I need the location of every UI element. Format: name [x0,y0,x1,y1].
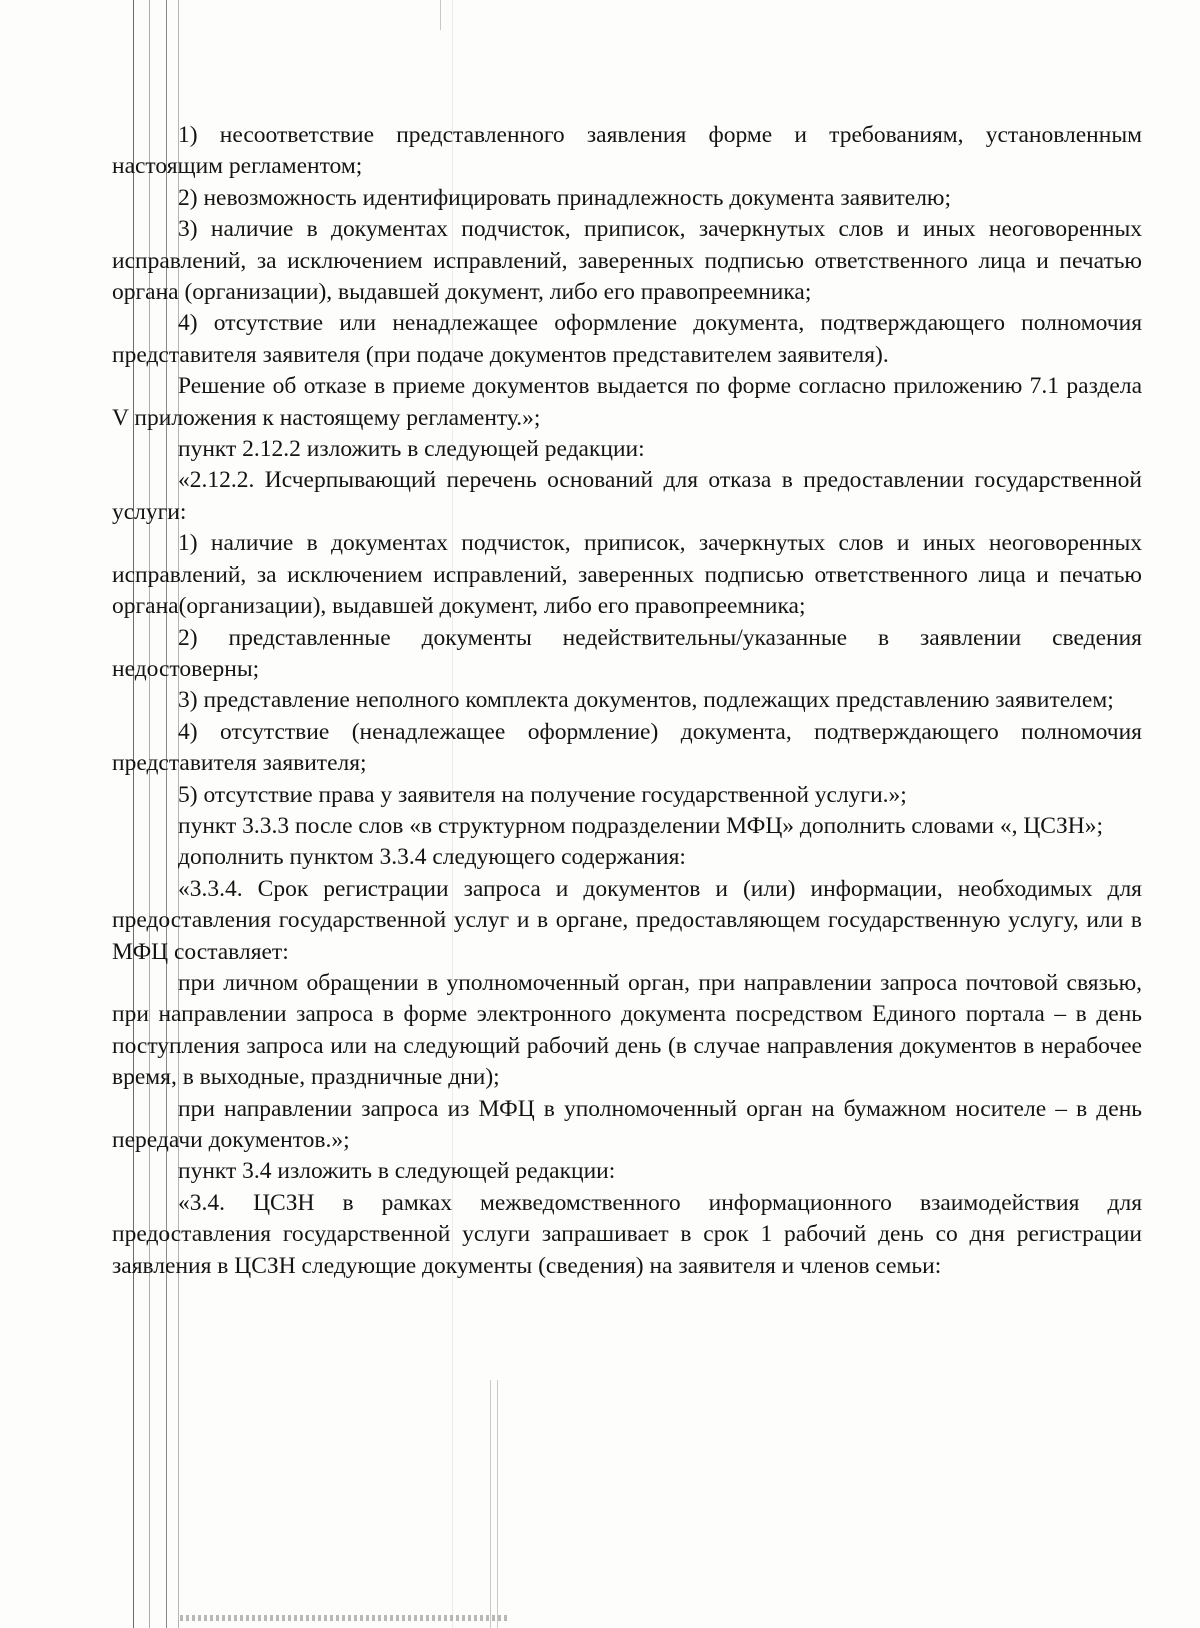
paragraph: пункт 3.4 изложить в следующей редакции: [178,1158,616,1185]
paragraph: 3) наличие в документах подчисток, приписок, зачеркнутых слов и иных неоговоренных исправлений, за исключением исправлений, заверенных подписью ответственного лица и печатью органа (организации), выдавшей документ, либо его правопреемника; [112,216,1142,306]
document-body [112,120,1142,1282]
paragraph: 1) несоответствие представленного заявления форме и требованиям, установленным настоящим регламентом; [112,122,1142,180]
paragraph: «3.3.4. Срок регистрации запроса и документов и (или) информации, необходимых для предоставления государственной услуг и в органе, предоставляющем государственную услугу, или в МФЦ составляет: [112,875,1142,965]
paragraph: 4) отсутствие или ненадлежащее оформление документа, подтверждающего полномочия представителя заявителя (при подаче документов представителем заявителя). [112,310,1142,368]
scan-artifact-strip [180,1615,510,1621]
paragraph: при личном обращении в уполномоченный орган, при направлении запроса почтовой связью, при направлении запроса в форме электронного документа посредством Единого портала – в день поступления запроса или на следующий рабочий день (в случае направления документов в нерабочее время, в выходные, праздничные дни); [112,969,1142,1091]
paragraph: при направлении запроса из МФЦ в уполномоченный орган на бумажном носителе – в день передачи документов.»; [112,1095,1142,1153]
paragraph: 4) отсутствие (ненадлежащее оформление) документа, подтверждающего полномочия представителя заявителя; [112,718,1142,777]
paragraph: пункт 3.3.3 после слов «в структурном подразделении МФЦ» дополнить словами «, ЦСЗН»; [178,812,1103,839]
paragraph: 3) представление неполного комплекта документов, подлежащих представлению заявителем; [178,687,1114,714]
paragraph: «2.12.2. Исчерпывающий перечень оснований для отказа в предоставлении государственной услуги: [112,467,1142,525]
paragraph: 1) наличие в документах подчисток, приписок, зачеркнутых слов и иных неоговоренных исправлений, за исключением исправлений, заверенных подписью ответственного лица и печатью органа(организации), выдавшей документ, либо его правопреемника; [112,530,1142,620]
paragraph: Решение об отказе в приеме документов выдается по форме согласно приложению 7.1 раздела V приложения к настоящему регламенту.»; [112,373,1142,431]
paragraph: 2) представленные документы недействительны/указанные в заявлении сведения недостоверны; [112,624,1142,682]
paragraph: 2) невозможность идентифицировать принадлежность документа заявителю; [178,184,952,211]
paragraph: пункт 2.12.2 изложить в следующей редакции: [178,436,645,463]
scan-artifact-line [490,1380,491,1628]
paragraph: «3.4. ЦСЗН в рамках межведомственного информационного взаимодействия для предоставления государственной услуги запрашивает в срок 1 рабочий день со дня регистрации заявления в ЦСЗН следующие документы (сведения) на заявителя и членов семьи: [112,1189,1142,1279]
scan-artifact-line [440,0,441,30]
scan-artifact-line [497,1380,498,1628]
paragraph: 5) отсутствие права у заявителя на получение государственной услуги.»; [178,781,907,808]
paragraph: дополнить пунктом 3.3.4 следующего содержания: [178,844,686,871]
